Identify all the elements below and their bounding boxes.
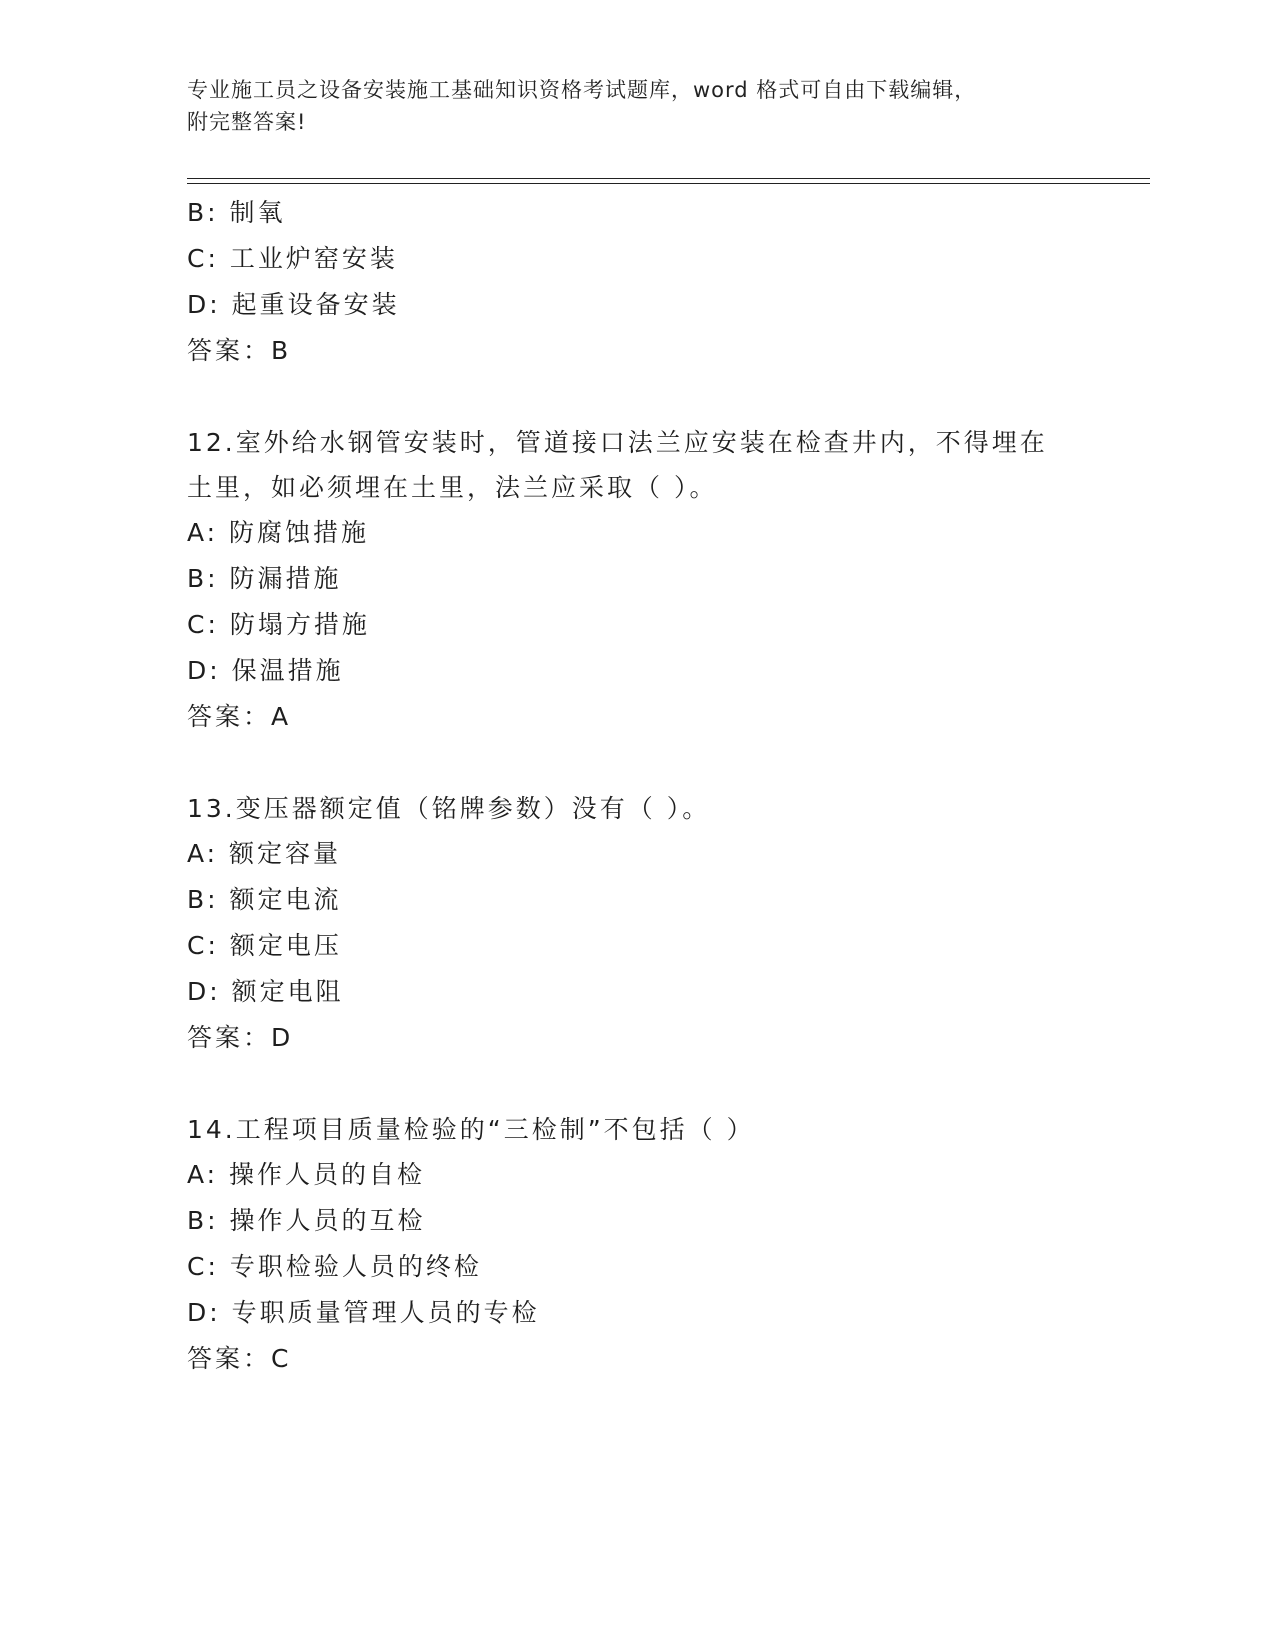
answer-line: 答案：A (187, 702, 292, 731)
option-c: C: 专职检验人员的终检 (187, 1252, 482, 1281)
header-divider-bottom (187, 183, 1150, 184)
question-stem: 12.室外给水钢管安装时，管道接口法兰应安装在检查井内，不得埋在 (187, 428, 1048, 457)
question-12 (187, 420, 1087, 740)
question-stem: 14.工程项目质量检验的“三检制”不包括（ ） (187, 1115, 755, 1144)
answer-line: 答案：C (187, 1344, 292, 1373)
answer-line: 答案：D (187, 1023, 294, 1052)
question-11-partial (187, 190, 1087, 374)
question-stem: 13.变压器额定值（铭牌参数）没有（ ）。 (187, 794, 711, 823)
option-a: A: 额定容量 (187, 839, 342, 868)
answer-line: 答案：B (187, 336, 292, 365)
question-14 (187, 1107, 1087, 1382)
option-a: A: 防腐蚀措施 (187, 518, 370, 547)
spacer (187, 374, 1087, 420)
spacer (187, 740, 1087, 786)
spacer (187, 1061, 1087, 1107)
option-d: D: 专职质量管理人员的专检 (187, 1298, 540, 1327)
option-d: D: 额定电阻 (187, 977, 344, 1006)
header-line-1: 专业施工员之设备安装施工基础知识资格考试题库，word 格式可自由下载编辑， (187, 78, 977, 102)
option-b: B: 制氧 (187, 198, 286, 227)
option-c: C: 额定电压 (187, 931, 342, 960)
option-c: C: 工业炉窑安装 (187, 244, 398, 273)
option-d: D: 保温措施 (187, 656, 344, 685)
header-line-2: 附完整答案! (187, 110, 307, 134)
question-stem: 土里，如必须埋在土里，法兰应采取（ ）。 (187, 473, 718, 502)
option-b: B: 操作人员的互检 (187, 1206, 426, 1235)
question-13 (187, 786, 1087, 1061)
question-content (187, 190, 1087, 1382)
option-d: D: 起重设备安装 (187, 290, 400, 319)
option-b: B: 额定电流 (187, 885, 342, 914)
option-a: A: 操作人员的自检 (187, 1160, 426, 1189)
page-header (187, 74, 1087, 138)
option-c: C: 防塌方措施 (187, 610, 370, 639)
header-divider-top (187, 178, 1150, 179)
option-b: B: 防漏措施 (187, 564, 342, 593)
